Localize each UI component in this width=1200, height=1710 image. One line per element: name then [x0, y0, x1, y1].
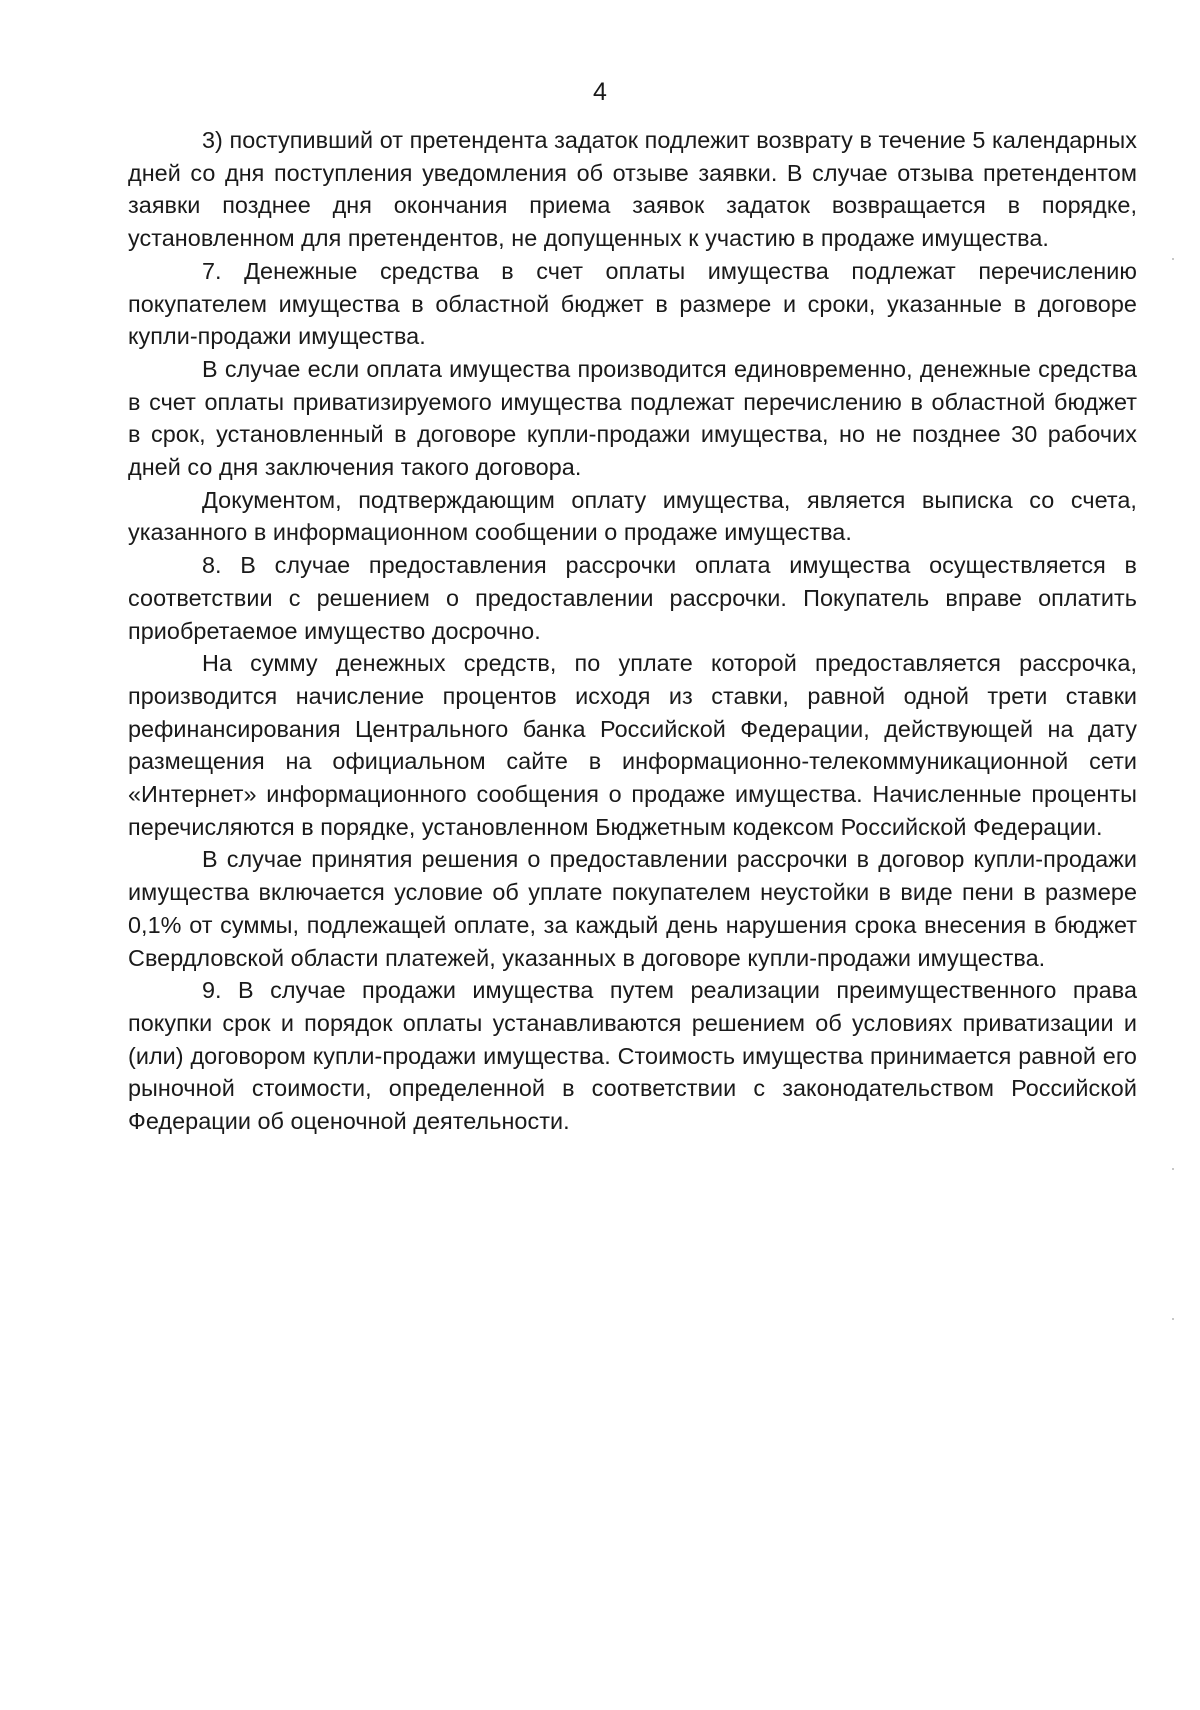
paragraph-lump-sum-payment: В случае если оплата имущества производится единовременно, денежные средства в счет оплаты приватизируемого имущества подлежат перечислению в областной бюджет в срок, установленный в договоре купли-продажи имущества, но не позднее 30 рабочих дней со дня заключения такого договора. [128, 355, 1137, 481]
paragraph-item-7: 7. Денежные средства в счет оплаты имущества подлежат перечислению покупателем имущества в областной бюджет в размере и сроки, указанные в договоре купли-продажи имущества. [128, 257, 1137, 350]
scan-speck [1172, 258, 1174, 260]
paragraph-subitem-3: 3) поступивший от претендента задаток подлежит возврату в течение 5 календарных дней со дня поступления уведомления об отзыве заявки. В случае отзыва претендентом заявки позднее дня окончания приема заявок задаток возвращается в порядке, установленном для претендентов, не допущенных к участию в продаже имущества. [128, 127, 1137, 252]
paragraph-penalty: В случае принятия решения о предоставлении рассрочки в договор купли-продажи имущества включается условие об уплате покупателем неустойки в виде пени в размере 0,1% от суммы, подлежащей оплате, за каждый день нарушения срока внесения в бюджет Свердловской области платежей, указанных в договоре купли-продажи имущества. [128, 846, 1137, 971]
scan-speck [1172, 1318, 1174, 1320]
scan-speck [1172, 1168, 1174, 1170]
paragraph-payment-proof: Документом, подтверждающим оплату имущества, является выписка со счета, указанного в информационном сообщении о продаже имущества. [128, 486, 1137, 546]
document-body [128, 124, 1137, 1138]
paragraph-item-9: 9. В случае продажи имущества путем реализации преимущественного права покупки срок и порядок оплаты устанавливаются решением об условиях приватизации и (или) договором купли-продажи имущества. Стоимость имущества принимается равной его рыночной стоимости, определенной в соответствии с законодательством Российской Федерации об оценочной деятельности. [128, 977, 1137, 1135]
paragraph-item-8: 8. В случае предоставления рассрочки оплата имущества осуществляется в соответствии с решением о предоставлении рассрочки. Покупатель вправе оплатить приобретаемое имущество досрочно. [128, 552, 1137, 644]
paragraph-interest-accrual: На сумму денежных средств, по уплате которой предоставляется рассрочка, производится начисление процентов исходя из ставки, равной одной трети ставки рефинансирования Центрального банка Российской Федерации, действующей на дату размещения на официальном сайте в информационно-телекоммуникационной сети «Интернет» информационного сообщения о продаже имущества. Начисленные проценты перечисляются в порядке, установленном Бюджетным кодексом Российской Федерации. [128, 650, 1137, 840]
page-number: 4 [593, 78, 607, 106]
